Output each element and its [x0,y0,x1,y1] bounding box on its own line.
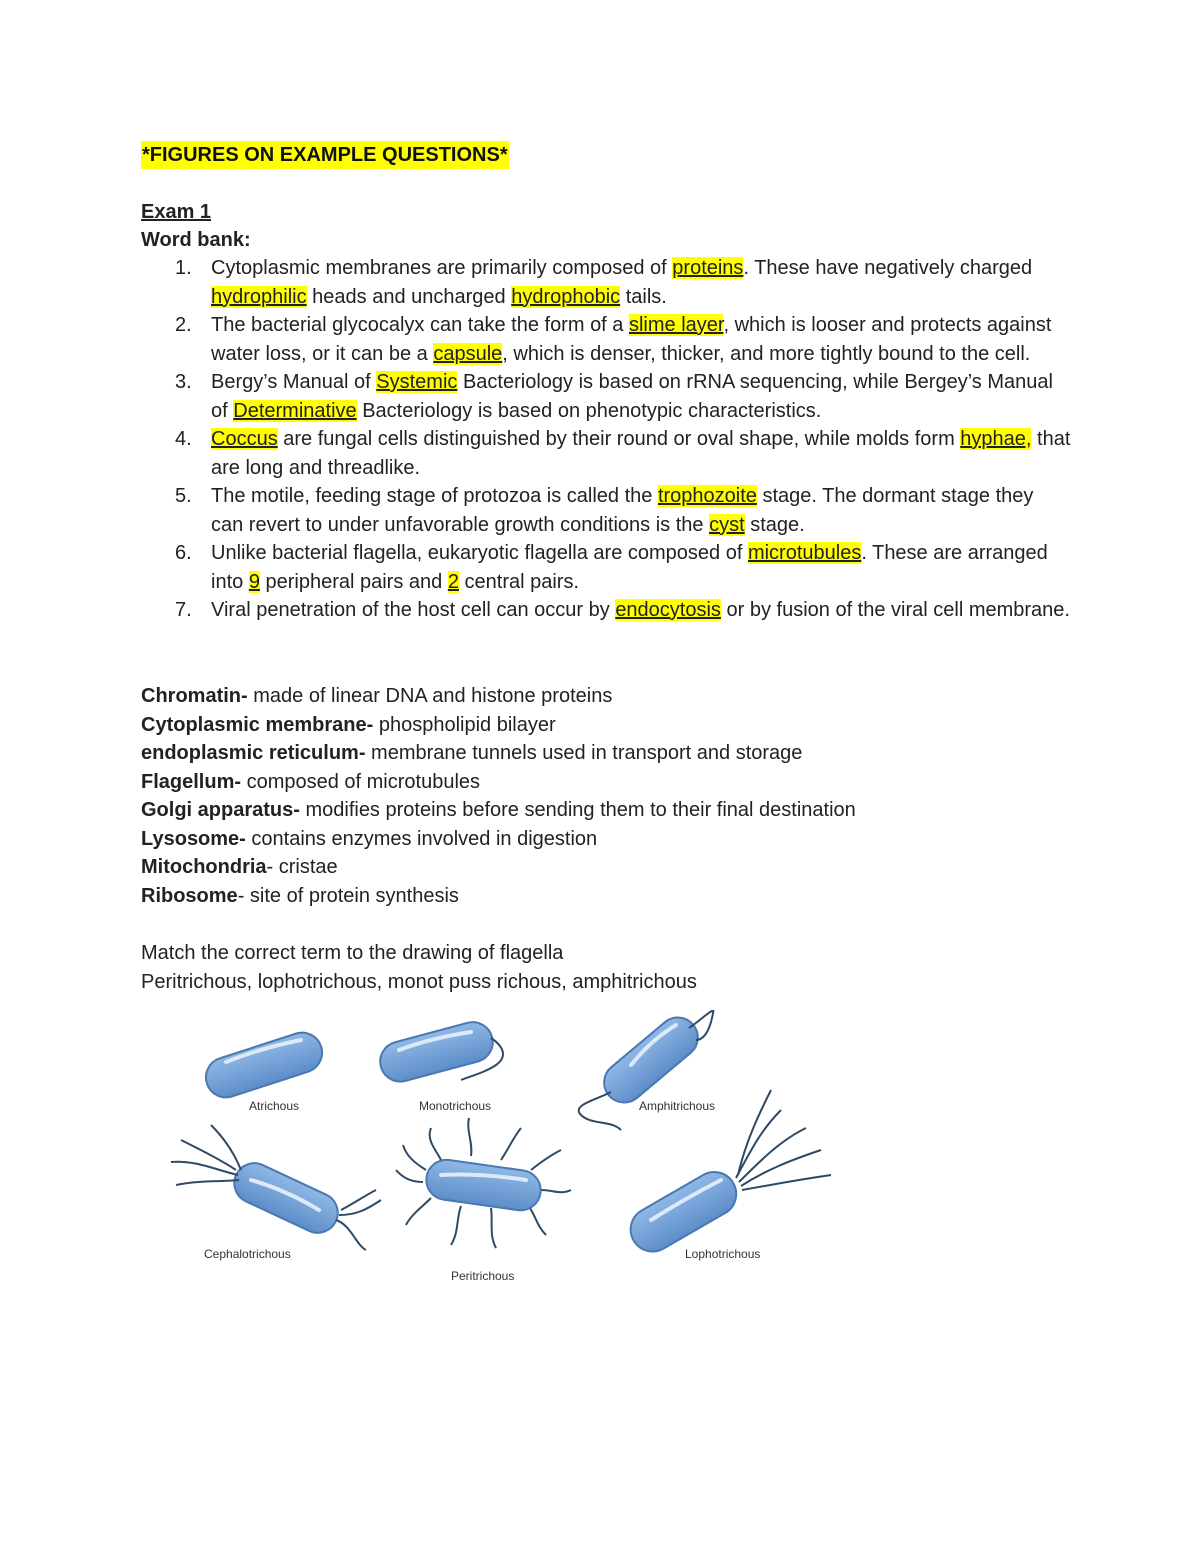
term-row [141,711,1071,740]
cephalotrichous-bacterium-icon [171,1125,381,1250]
match-options: Peritrichous, lophotrichous, monot puss richous, amphitrichous [141,970,697,993]
term-definition: made of linear DNA and histone proteins [247,685,613,707]
question-text: that are long and threadlike. [211,428,1071,479]
term-definition: membrane tunnels used in transport and storage [365,742,803,764]
question-text: Cytoplasmic membranes are primarily composed of [211,257,673,279]
question-number: 1. [175,257,192,279]
flagella-figure [141,1010,841,1300]
exam-title: Exam 1 [141,201,212,223]
question-text: stage. The dormant stage they can revert to under unfavorable growth conditions is the [211,485,1034,536]
highlighted-answer: endocytosis [615,599,721,621]
question-text: heads and uncharged [306,285,512,308]
match-prompt: Match the correct term to the drawing of flagella [141,942,564,964]
question-text: peripheral pairs and [259,570,448,593]
term-definition: contains enzymes involved in digestion [245,827,598,850]
question-item [141,596,1071,625]
highlighted-answer: proteins [672,257,744,279]
lophotrichous-bacterium-icon [623,1090,831,1260]
term-name: Golgi apparatus- [141,799,300,821]
question-text: stage. [744,513,805,536]
term-name: Ribosome [141,884,238,907]
label-amphitrichous: Amphitrichous [639,1099,716,1113]
question-text: Bergy’s Manual of [211,371,377,393]
label-peritrichous: Peritrichous [451,1269,515,1283]
term-row [141,825,1071,854]
term-row [141,768,1071,797]
question-text: Unlike bacterial flagella, eukaryotic flagella are composed of [211,542,748,564]
banner-heading: *FIGURES ON EXAMPLE QUESTIONS* [141,141,509,169]
question-text: , which is looser and protects against water loss, or it can be a [211,314,1052,365]
question-text: . These are arranged into [211,542,1048,593]
term-definition: phospholipid bilayer [373,713,556,736]
question-number: 3. [175,371,192,393]
word-bank-title: Word bank: [141,229,251,251]
highlighted-answer: 9 [248,570,260,593]
question-text: central pairs. [458,570,580,593]
highlighted-answer: Determinative [233,399,357,422]
question-number: 5. [175,485,192,507]
question-number: 6. [175,542,192,564]
question-item [141,482,1071,539]
term-name: Cytoplasmic membrane- [141,713,374,736]
question-number: 2. [175,314,192,336]
question-text: The bacterial glycocalyx can take the form of a [211,314,629,336]
highlighted-answer: microtubules [747,542,862,564]
peritrichous-bacterium-icon [396,1118,571,1248]
highlighted-answer: cyst [709,513,745,536]
term-name: Mitochondria [141,856,267,878]
question-text: Bacteriology is based on rRNA sequencing, while Bergey’s Manual of [211,371,1053,422]
highlighted-answer: capsule [433,342,503,365]
term-name: Lysosome- [141,827,246,850]
question-item [141,368,1071,425]
label-cephalotrichous: Cephalotrichous [204,1247,291,1261]
question-text: Viral penetration of the host cell can occur by [211,599,616,621]
question-number: 7. [175,599,192,621]
term-row [141,853,1071,882]
highlighted-answer: hydrophobic [511,285,621,308]
term-definition: - site of protein synthesis [237,884,459,907]
match-section [141,939,697,996]
question-list [141,254,1071,625]
term-row [141,882,1071,911]
atrichous-bacterium-icon [201,1027,327,1102]
term-definition: - cristae [266,856,338,878]
term-row [141,682,1071,711]
question-item [141,425,1071,482]
label-atrichous: Atrichous [249,1099,300,1113]
question-item [141,539,1071,596]
highlighted-answer: hyphae, [960,428,1032,450]
monotrichous-bacterium-icon [376,1018,503,1086]
question-item [141,254,1071,311]
term-row [141,796,1071,825]
highlighted-answer: Coccus [211,428,278,450]
highlighted-answer: Systemic [376,371,458,393]
term-row [141,739,1071,768]
highlighted-answer: slime layer [628,314,724,336]
term-name: Chromatin- [141,685,248,707]
question-text: The motile, feeding stage of protozoa is called the [211,485,658,507]
term-name: endoplasmic reticulum- [141,742,366,764]
question-text: tails. [620,285,667,308]
term-definition: modifies proteins before sending them to their final destination [299,799,856,821]
label-monotrichous: Monotrichous [419,1099,492,1113]
highlighted-answer: trophozoite [657,485,757,507]
term-list [141,682,1071,910]
question-item [141,311,1071,368]
highlighted-answer: 2 [447,570,459,593]
question-text: or by fusion of the viral cell membrane. [720,599,1070,621]
term-name: Flagellum- [141,770,242,793]
highlighted-answer: hydrophilic [211,285,307,308]
question-text: . These have negatively charged [743,257,1033,279]
label-lophotrichous: Lophotrichous [685,1247,761,1261]
question-text: , which is denser, thicker, and more tightly bound to the cell. [502,342,1031,365]
question-text: are fungal cells distinguished by their round or oval shape, while molds form [277,428,961,450]
question-text: Bacteriology is based on phenotypic characteristics. [356,399,822,422]
question-number: 4. [175,428,192,450]
term-definition: composed of microtubules [241,770,481,793]
